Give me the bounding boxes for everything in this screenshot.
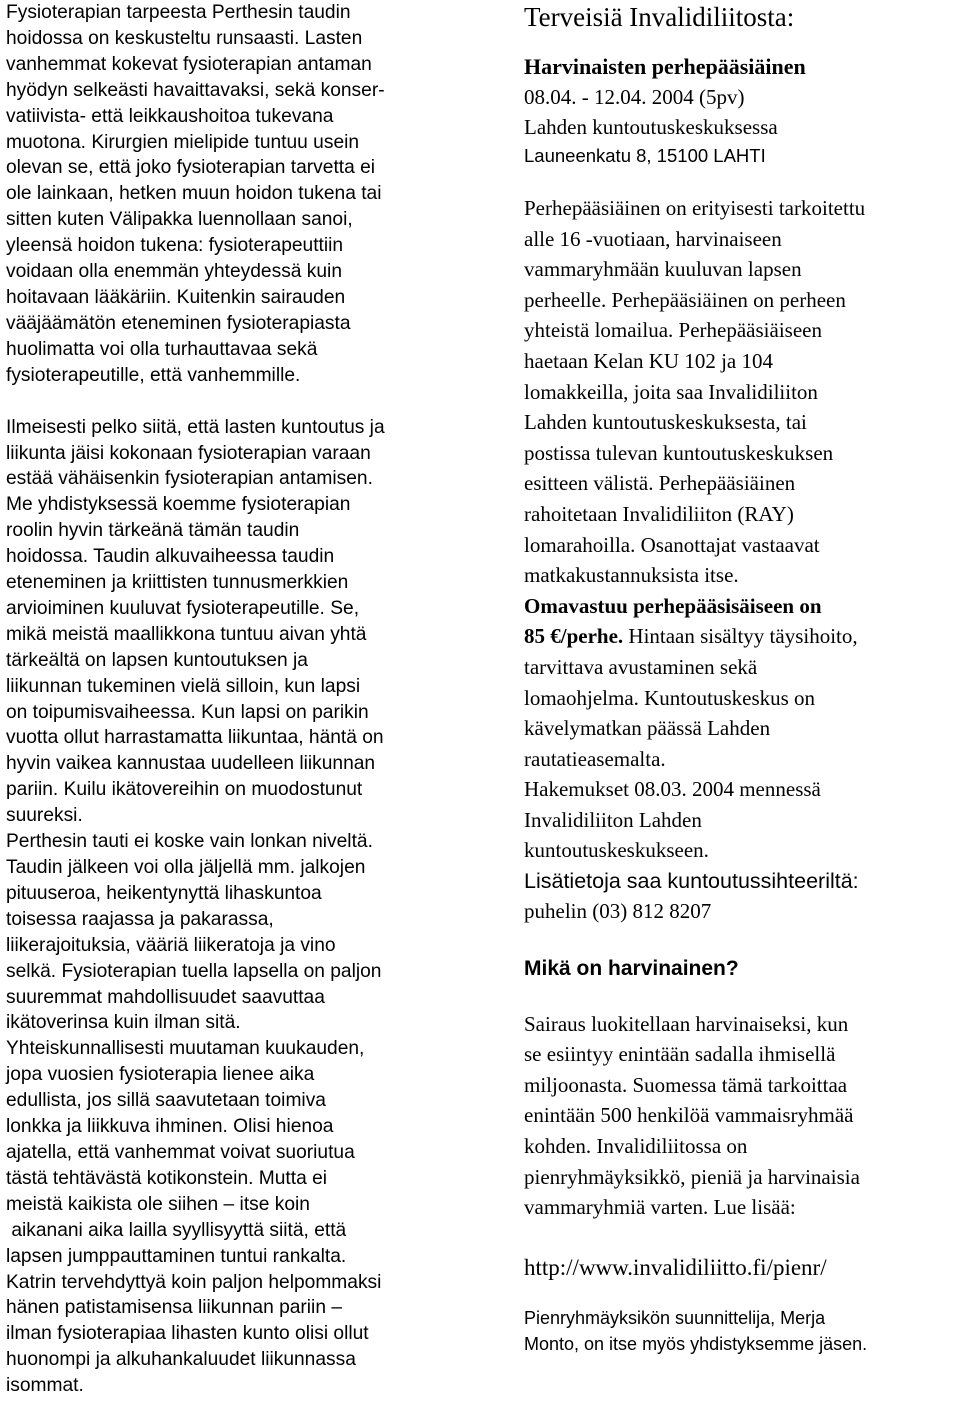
text-line: roolin hyvin tärkeänä tämän taudin: [6, 520, 300, 542]
text-line: tarvittava avustaminen sekä: [524, 654, 758, 679]
text-line: selkä. Fysioterapian tuella lapsella on paljon: [6, 960, 382, 982]
text-line: hoidossa. Taudin alkuvaiheessa taudin: [6, 546, 335, 568]
rare-paragraph: [524, 1009, 960, 1223]
event-heading: Harvinaisten perhepääsiäinen: [524, 54, 806, 79]
text-line: Fysioterapian tarpeesta Perthesin taudin: [6, 2, 351, 23]
text-line: pariin. Kuilu ikätovereihin on muodostunut: [6, 779, 363, 801]
text-line: Me yhdistyksessä koemme fysioterapian: [6, 494, 351, 516]
text-line: rahoitetaan Invalidiliiton (RAY): [524, 501, 794, 526]
contact-label: Lisätietoja saa kuntoutussihteeriltä:: [524, 869, 859, 894]
text-line: mikä meistä maallikkona tuntuu aivan yhtä: [6, 623, 367, 645]
text-line: voidaan olla enemmän yhteydessä kuin: [6, 261, 342, 283]
text-line: Lahden kuntoutuskeskuksesta, tai: [524, 410, 807, 435]
text-line: Hakemukset 08.03. 2004 mennessä: [524, 777, 821, 802]
event-address: Launeenkatu 8, 15100 LAHTI: [524, 145, 766, 166]
article-paragraph-1: [6, 0, 468, 389]
text-line: aikanani aika lailla syyllisyyttä siitä, että: [6, 1219, 347, 1241]
text-line: pienryhmäyksikkö, pieniä ja harvinaisia: [524, 1164, 860, 1189]
text-line: suureksi.: [6, 805, 83, 827]
text-line: Invalidiliiton Lahden: [524, 807, 702, 832]
text-line: vammaryhmiä varten. Lue lisää:: [524, 1195, 796, 1220]
text-line: hyödyn selkeästi havaittavaksi, sekä konser-: [6, 79, 385, 101]
text-line: enintään 500 henkilöä vammaisryhmää: [524, 1103, 854, 1128]
text-line: hänen patistamisensa liikunnan pariin –: [6, 1297, 342, 1319]
footer-note: [524, 1305, 960, 1357]
text-line: Ilmeisesti pelko siitä, että lasten kuntoutus ja: [6, 416, 385, 438]
contact-phone: puhelin (03) 812 8207: [524, 899, 712, 924]
text-line: Perthesin tauti ei koske vain lonkan niveltä.: [6, 831, 373, 853]
text-line: ilman fysioterapiaa lihasten kunto olisi ollut: [6, 1323, 369, 1345]
text-line: on toipumisvaiheessa. Kun lapsi on parikin: [6, 701, 369, 723]
text-line: lapsen jumppauttaminen tuntui rankalta.: [6, 1245, 347, 1267]
text-line: tärkeältä on lapsen kuntoutuksen ja: [6, 649, 308, 671]
text-line: alle 16 -vuotiaan, harvinaiseen: [524, 226, 782, 251]
text-line: sitten kuten Välipakka luennollaan sanoi,: [6, 209, 353, 231]
text-line: matkakustannuksista itse.: [524, 563, 739, 588]
text-line: Pienryhmäyksikön suunnittelija, Merja: [524, 1307, 826, 1328]
section-title: Terveisiä Invalidiliitosta:: [524, 2, 795, 32]
text-line: tästä tehtävästä kotikonstein. Mutta ei: [6, 1167, 328, 1189]
text-line: estää vähäisenkin fysioterapian antamisen.: [6, 468, 373, 490]
text-line: hoitavaan lääkäriin. Kuitenkin sairauden: [6, 286, 346, 308]
text-line: rautatieasemalta.: [524, 746, 666, 771]
cost-details: [524, 652, 960, 866]
cost-line: [524, 621, 960, 652]
text-line: liikunta jäisi kokonaan fysioterapian varaan: [6, 442, 371, 464]
text-line: kävelymatkan päässä Lahden: [524, 716, 771, 741]
text-line: ole lainkaan, hetken muun hoidon tukena tai: [6, 183, 382, 205]
text-line: miljoonasta. Suomessa tämä tarkoittaa: [524, 1072, 848, 1097]
text-line: edullista, jos sillä saavutetaan toimiva: [6, 1090, 326, 1112]
text-line: suuremmat mahdollisuudet saavuttaa: [6, 986, 325, 1008]
text-line: meistä kaikista ole siihen – itse koin: [6, 1193, 310, 1215]
text-line: lonkka ja liikkuva ihminen. Olisi hienoa: [6, 1116, 334, 1138]
text-line: vanhemmat kokevat fysioterapian antaman: [6, 53, 372, 75]
text-line: lomaohjelma. Kuntoutuskeskus on: [524, 685, 816, 710]
right-column: [524, 0, 960, 1357]
text-line: ajatella, että vanhemmat voivat suoriutua: [6, 1141, 355, 1163]
cost-includes: Hintaan sisältyy täysihoito,: [623, 624, 858, 649]
text-line: liikerajoituksia, vääriä liikeratoja ja vino: [6, 934, 336, 956]
text-line: kuntoutuskeskukseen.: [524, 838, 709, 863]
text-line: huolimatta voi olla turhauttavaa sekä: [6, 338, 318, 360]
text-line: ikätoverinsa kuin ilman sitä.: [6, 1012, 241, 1034]
article-paragraph-2: [6, 415, 468, 1399]
text-line: isommat.: [6, 1375, 84, 1397]
text-line: hyvin vaikea kannustaa uudelleen liikunnan: [6, 753, 376, 775]
text-line: yleensä hoidon tukena: fysioterapeuttiin: [6, 235, 344, 257]
cost-heading: Omavastuu perhepääsisäiseen on: [524, 593, 822, 618]
text-line: perheelle. Perhepääsiäinen on perheen: [524, 287, 846, 312]
text-line: postissa tulevan kuntoutuskeskuksen: [524, 440, 834, 465]
text-line: vääjäämätön eteneminen fysioterapiasta: [6, 312, 351, 334]
text-line: pituuseroa, heikentynyttä lihaskuntoa: [6, 882, 322, 904]
event-place: Lahden kuntoutuskeskuksessa: [524, 115, 778, 139]
text-line: Monto, on itse myös yhdistyksemme jäsen.: [524, 1333, 868, 1354]
text-line: yhteistä lomailua. Perhepääsiäiseen: [524, 318, 822, 343]
text-line: esitteen välistä. Perhepääsiäinen: [524, 471, 796, 496]
text-line: Taudin jälkeen voi olla jäljellä mm. jalkojen: [6, 857, 366, 878]
cost-amount: 85 €/perhe.: [524, 624, 624, 649]
text-line: se esiintyy enintään sadalla ihmisellä: [524, 1042, 836, 1067]
event-dates: 08.04. - 12.04. 2004 (5pv): [524, 85, 745, 109]
text-line: jopa vuosien fysioterapia lienee aika: [6, 1064, 315, 1086]
text-line: olevan se, että joko fysioterapian tarvetta ei: [6, 157, 376, 179]
text-line: Sairaus luokitellaan harvinaiseksi, kun: [524, 1011, 849, 1036]
text-line: toisessa raajassa ja pakarassa,: [6, 908, 274, 930]
text-line: fysioterapeutille, että vanhemmille.: [6, 364, 301, 386]
text-line: kohden. Invalidiliitossa on: [524, 1134, 748, 1159]
text-line: vatiivista- että leikkaushoitoa tukevana: [6, 105, 334, 127]
text-line: lomarahoilla. Osanottajat vastaavat: [524, 532, 820, 557]
text-line: Yhteiskunnallisesti muutaman kuukauden,: [6, 1038, 365, 1060]
text-line: lomakkeilla, joita saa Invalidiliiton: [524, 379, 818, 404]
left-column: [6, 0, 468, 1399]
text-line: vammaryhmään kuuluvan lapsen: [524, 257, 802, 282]
text-line: hoidossa on keskusteltu runsaasti. Lasten: [6, 27, 363, 49]
info-paragraph: [524, 193, 960, 591]
text-line: haetaan Kelan KU 102 ja 104: [524, 348, 773, 373]
text-line: muotona. Kirurgien mielipide tuntuu usein: [6, 131, 360, 153]
invalidiliitto-link[interactable]: http://www.invalidiliitto.fi/pienr/: [524, 1254, 827, 1280]
text-line: huonompi ja alkuhankaluudet liikunnassa: [6, 1349, 356, 1371]
text-line: liikunnan tukeminen vielä silloin, kun lapsi: [6, 675, 361, 697]
text-line: Perhepääsiäinen on erityisesti tarkoitettu: [524, 196, 866, 220]
text-line: Katrin tervehdyttyä koin paljon helpommaksi: [6, 1271, 382, 1293]
text-line: arvioiminen kuuluvat fysioterapeutille. Se,: [6, 597, 360, 619]
text-line: vuotta ollut harrastamatta liikuntaa, häntä on: [6, 727, 384, 749]
rare-heading: Mikä on harvinainen?: [524, 956, 739, 980]
text-line: eteneminen ja kriittisten tunnusmerkkien: [6, 572, 349, 594]
